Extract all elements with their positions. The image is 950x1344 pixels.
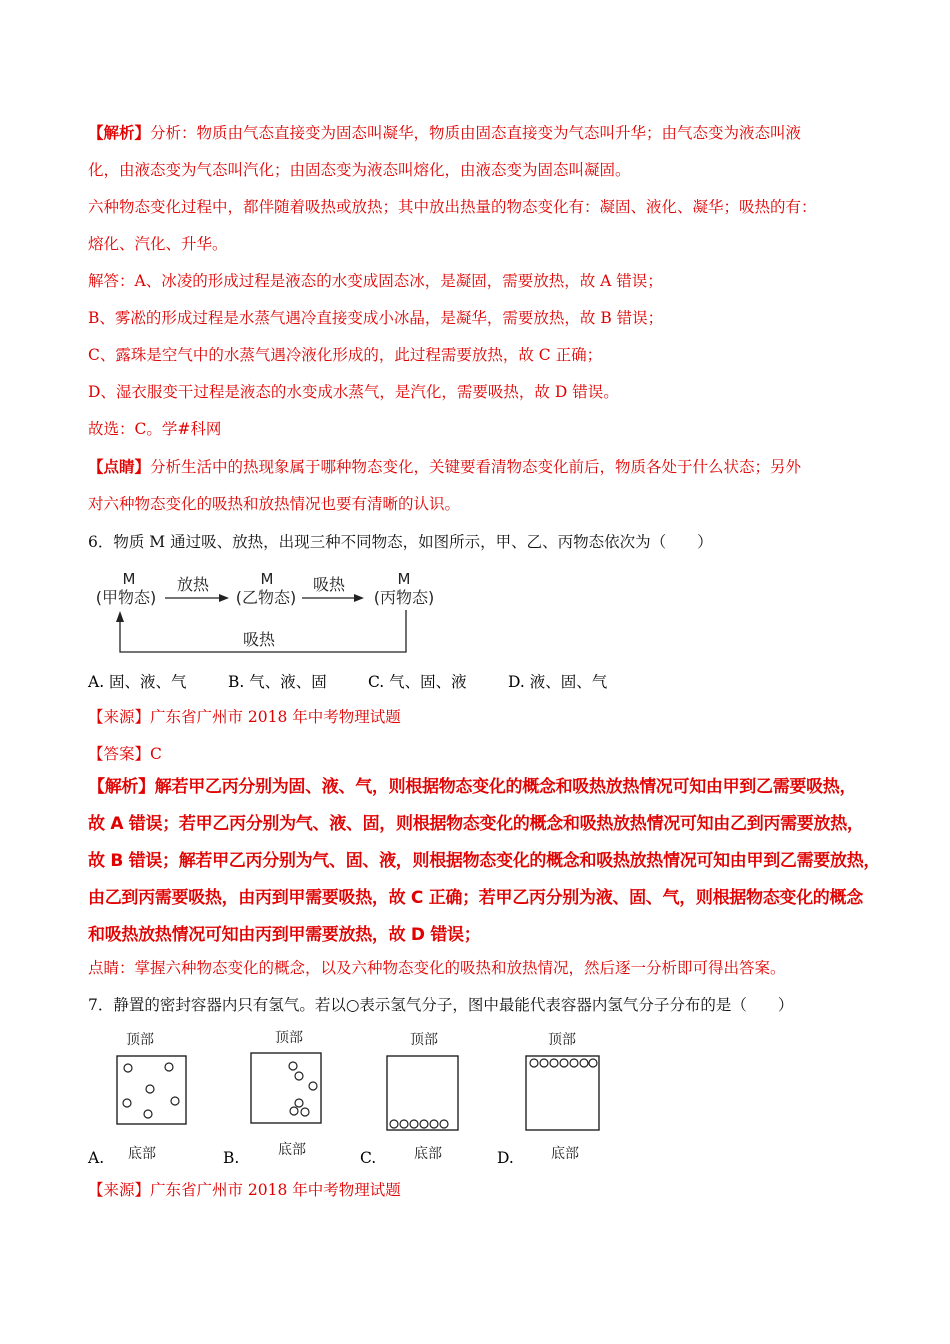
q7-source: 【来源】广东省广州市 2018 年中考物理试题 xyxy=(88,1181,401,1199)
q6-option-c[interactable]: C. 气、固、液 xyxy=(368,673,467,691)
analysis5-line2: 化，由液态变为气态叫汽化；由固态变为液态叫熔化，由液态变为固态叫凝固。 xyxy=(88,161,631,179)
q6-option-a[interactable]: A. 固、液、气 xyxy=(88,673,187,691)
bottom-label: 底部 xyxy=(414,1146,442,1162)
bottom-label: 底部 xyxy=(551,1146,579,1162)
molecule xyxy=(165,1063,173,1071)
return-arrow-head xyxy=(116,611,124,622)
molecule xyxy=(289,1062,297,1070)
arrow1-label: 放热 xyxy=(176,575,210,594)
molecule xyxy=(146,1085,154,1093)
molecule xyxy=(301,1108,309,1116)
molecule xyxy=(560,1059,568,1067)
analysis5-line3: 六种物态变化过程中，都伴随着吸热或放热；其中放出热量的物态变化有：凝固、液化、凝华；吸热的有： xyxy=(88,198,817,216)
analysis5-line7: C、露珠是空气中的水蒸气遇冷液化形成的，此过程需要放热，故 C 正确； xyxy=(88,346,603,364)
q7-stem: 7．静置的密封容器内只有氢气。若以○表示氢气分子，图中最能代表容器内氢气分子分布的是（ ） xyxy=(88,996,794,1014)
top-label: 顶部 xyxy=(410,1032,438,1048)
container-c[interactable] xyxy=(380,1030,470,1165)
molecule xyxy=(124,1064,132,1072)
molecule xyxy=(410,1120,418,1128)
molecule xyxy=(589,1059,597,1067)
molecule xyxy=(290,1107,298,1115)
m-label-3: M xyxy=(397,570,411,588)
container-a[interactable] xyxy=(110,1030,200,1165)
container-d[interactable] xyxy=(518,1030,613,1165)
m-label-2: M xyxy=(260,570,274,588)
q6-option-d[interactable]: D. 液、固、气 xyxy=(508,673,608,691)
analysis5-line9: 故选：C。学#科网 xyxy=(88,420,222,438)
q7-option-a-label[interactable]: A. xyxy=(88,1149,105,1167)
q6-answer: 【答案】C xyxy=(88,745,162,763)
q6-analysis-line1: 【解析】解若甲乙丙分别为固、液、气，则根据物态变化的概念和吸热放热情况可知由甲到乙需要吸热， xyxy=(88,777,857,797)
q7-option-b-label[interactable]: B. xyxy=(223,1149,240,1167)
q6-option-b[interactable]: B. 气、液、固 xyxy=(228,673,327,691)
tip5-line1: 【点睛】分析生活中的热现象属于哪种物态变化，关键要看清物态变化前后，物质各处于什么状态；另外 xyxy=(88,457,802,476)
q6-tip: 点睛：掌握六种物态变化的概念，以及六种物态变化的吸热和放热情况，然后逐一分析即可得出答案。 xyxy=(88,959,786,977)
q6-analysis-line2: 故 A 错误；若甲乙丙分别为气、液、固，则根据物态变化的概念和吸热放热情况可知由乙到丙需要放热， xyxy=(88,814,864,834)
molecule xyxy=(144,1110,152,1118)
molecule xyxy=(420,1120,428,1128)
analysis5-line1: 【解析】分析：物质由气态直接变为固态叫凝华，物质由固态直接变为气态叫升华；由气态变为液态叫液 xyxy=(88,123,802,142)
state-2: (乙物态) xyxy=(235,588,297,607)
molecule xyxy=(171,1097,179,1105)
tip5-line2: 对六种物态变化的吸热和放热情况也要有清晰的认识。 xyxy=(88,495,461,513)
analysis5-line8: D、湿衣服变干过程是液态的水变成水蒸气，是汽化，需要吸热，故 D 错误。 xyxy=(88,383,619,401)
q7-option-c-label[interactable]: C. xyxy=(360,1149,377,1167)
tip-tag: 【点睛】 xyxy=(88,457,151,476)
top-label: 顶部 xyxy=(548,1032,576,1048)
q6-analysis-line3: 故 B 错误；解若甲乙丙分别为气、固、液，则根据物态变化的概念和吸热放热情况可知由甲到乙需要放热， xyxy=(88,851,881,871)
arrow-1-head xyxy=(219,594,229,602)
state-change-diagram xyxy=(88,566,448,658)
molecule xyxy=(430,1120,438,1128)
top-label: 顶部 xyxy=(275,1030,303,1046)
molecule xyxy=(440,1120,448,1128)
molecule xyxy=(295,1099,303,1107)
q6-analysis-line4: 由乙到丙需要吸热，由丙到甲需要吸热，故 C 正确；若甲乙丙分别为液、固、气，则根据物态变化的概念 xyxy=(88,888,863,908)
molecule xyxy=(400,1120,408,1128)
molecule xyxy=(295,1072,303,1080)
q6-analysis-line5: 和吸热放热情况可知由丙到甲需要放热，故 D 错误； xyxy=(88,925,481,945)
molecule xyxy=(540,1059,548,1067)
molecule xyxy=(550,1059,558,1067)
state-1: (甲物态) xyxy=(95,588,157,607)
container-b[interactable] xyxy=(245,1028,335,1163)
analysis5-line5: 解答：A、冰凌的形成过程是液态的水变成固态冰，是凝固，需要放热，故 A 错误； xyxy=(88,272,663,290)
q7-option-d-label[interactable]: D. xyxy=(497,1149,514,1167)
analysis5-line6: B、雾凇的形成过程是水蒸气遇冷直接变成小冰晶，是凝华，需要放热，故 B 错误； xyxy=(88,309,664,327)
molecule xyxy=(309,1082,317,1090)
molecule xyxy=(123,1099,131,1107)
molecule xyxy=(570,1059,578,1067)
molecule xyxy=(390,1120,398,1128)
state-3: (丙物态) xyxy=(373,588,435,607)
arrow2-label: 吸热 xyxy=(312,575,346,594)
m-label-1: M xyxy=(122,570,136,588)
molecule xyxy=(580,1059,588,1067)
bottom-label: 底部 xyxy=(128,1146,156,1162)
molecule xyxy=(530,1059,538,1067)
arrow-2-head xyxy=(354,594,364,602)
q6-source: 【来源】广东省广州市 2018 年中考物理试题 xyxy=(88,708,401,726)
bottom-label: 底部 xyxy=(278,1142,306,1158)
return-label: 吸热 xyxy=(242,630,276,649)
top-label: 顶部 xyxy=(126,1032,154,1048)
q6-stem: 6．物质 M 通过吸、放热，出现三种不同物态，如图所示，甲、乙、丙物态依次为（ ） xyxy=(88,533,713,551)
analysis-tag: 【解析】 xyxy=(88,123,151,142)
analysis5-line4: 熔化、汽化、升华。 xyxy=(88,235,228,253)
